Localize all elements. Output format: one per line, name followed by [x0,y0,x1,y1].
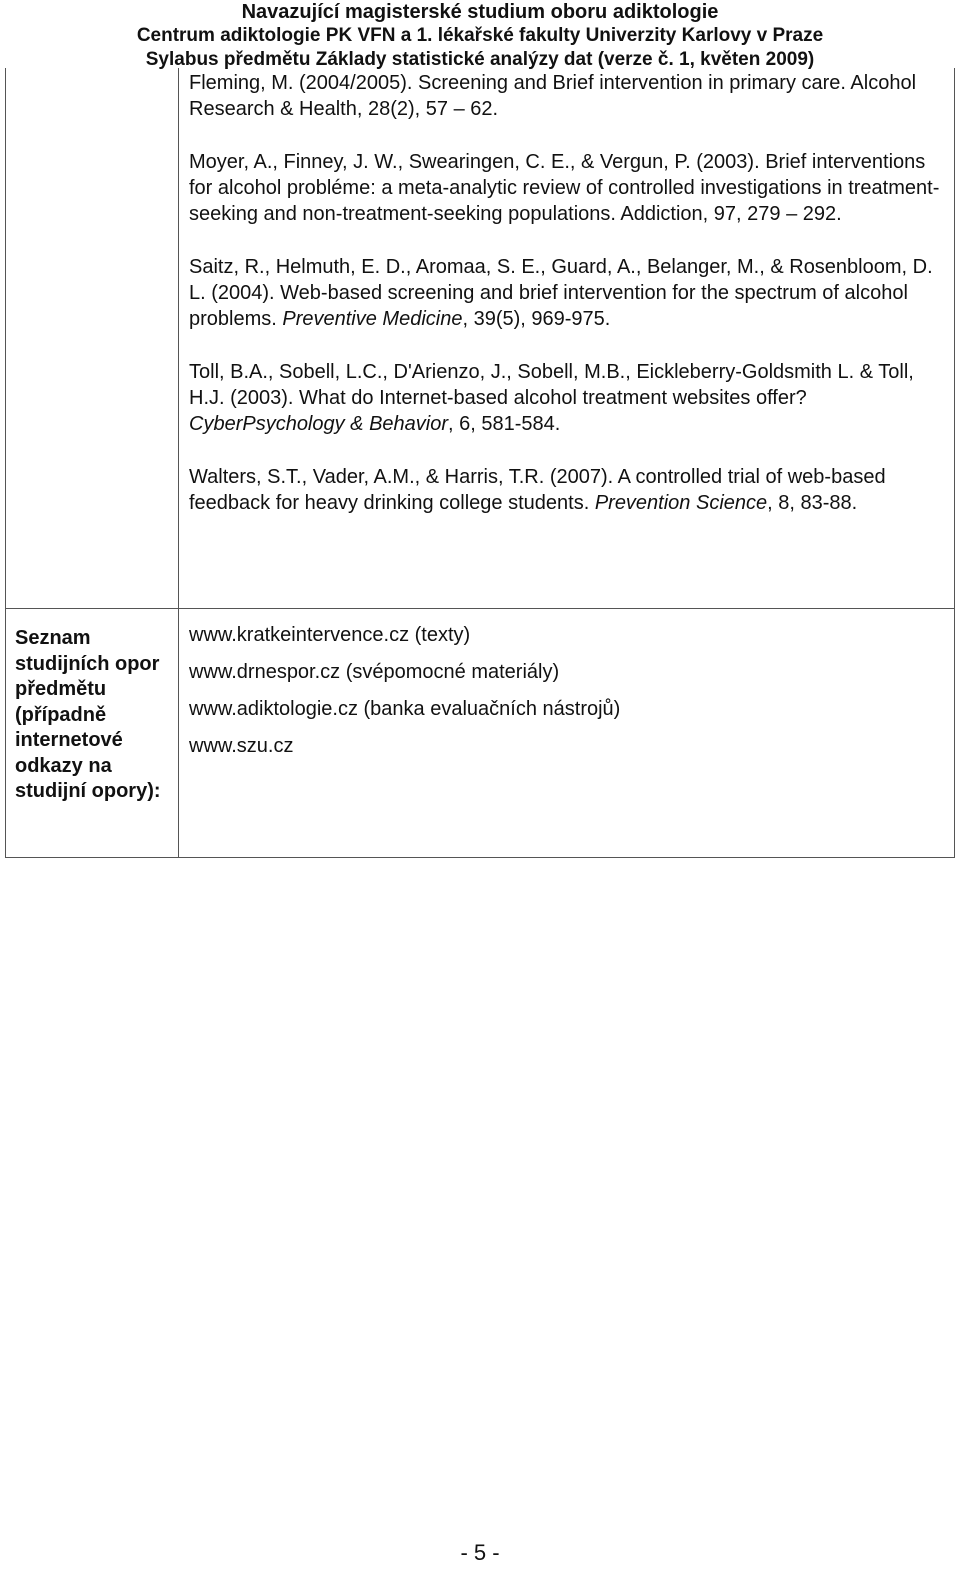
reference-item: Walters, S.T., Vader, A.M., & Harris, T.R. (2007). A controlled trial of web-based feedback for heavy drinking college students. Prevention Science, 8, 83-88. [189,466,886,514]
study-materials-label: Seznam studijních opor předmětu (případně internetové odkazy na studijní opory): [15,627,161,802]
study-materials-content-cell [179,609,955,858]
study-link: www.kratkeintervence.cz (texty) [189,624,471,646]
literature-content-cell [179,68,955,609]
reference-item: Toll, B.A., Sobell, L.C., D'Arienzo, J., Sobell, M.B., Eickleberry-Goldsmith L. & Toll, H.J. (2003). What do Internet-based alcohol treatment websites offer? CyberPsychology & Behavior, 6, 581-584. [189,361,914,435]
reference-item: Moyer, A., Finney, J. W., Swearingen, C. E., & Vergun, P. (2003). Brief interventions for alcohol probléme: a meta-analytic review of controlled investigations in treatment-seeking and non-treatment-seeking populations. Addiction, 97, 279 – 292. [189,151,940,225]
study-link: www.szu.cz [189,735,294,757]
page-number: - 5 - [460,1540,500,1565]
header-program-title: Navazující magisterské studium oboru adiktologie [241,1,719,23]
study-materials-label-cell [6,609,179,858]
study-materials-row [6,609,955,858]
literature-label-cell [6,68,179,609]
journal-title: Prevention Science [594,492,768,514]
header-institution: Centrum adiktologie PK VFN a 1. lékařské fakulty Univerzity Karlovy v Praze [136,25,824,46]
reference-item: Saitz, R., Helmuth, E. D., Aromaa, S. E., Guard, A., Belanger, M., & Rosenbloom, D. L. (2004). Web-based screening and brief intervention for the spectrum of alcohol problems. Preventive Medicine, 39(5), 969-975. [189,256,933,330]
syllabus-table [5,68,955,858]
journal-title: Preventive Medicine [282,308,463,330]
document-header [0,0,960,72]
header-syllabus: Sylabus předmětu Základy statistické analýzy dat (verze č. 1, květen 2009) [145,49,815,70]
study-link: www.drnespor.cz (svépomocné materiály) [189,661,560,683]
reference-item: Fleming, M. (2004/2005). Screening and Brief intervention in primary care. Alcohol Research & Health, 28(2), 57 – 62. [189,72,917,120]
journal-title: CyberPsychology & Behavior [189,413,449,435]
literature-row [6,68,955,609]
study-link: www.adiktologie.cz (banka evaluačních nástrojů) [189,698,621,720]
